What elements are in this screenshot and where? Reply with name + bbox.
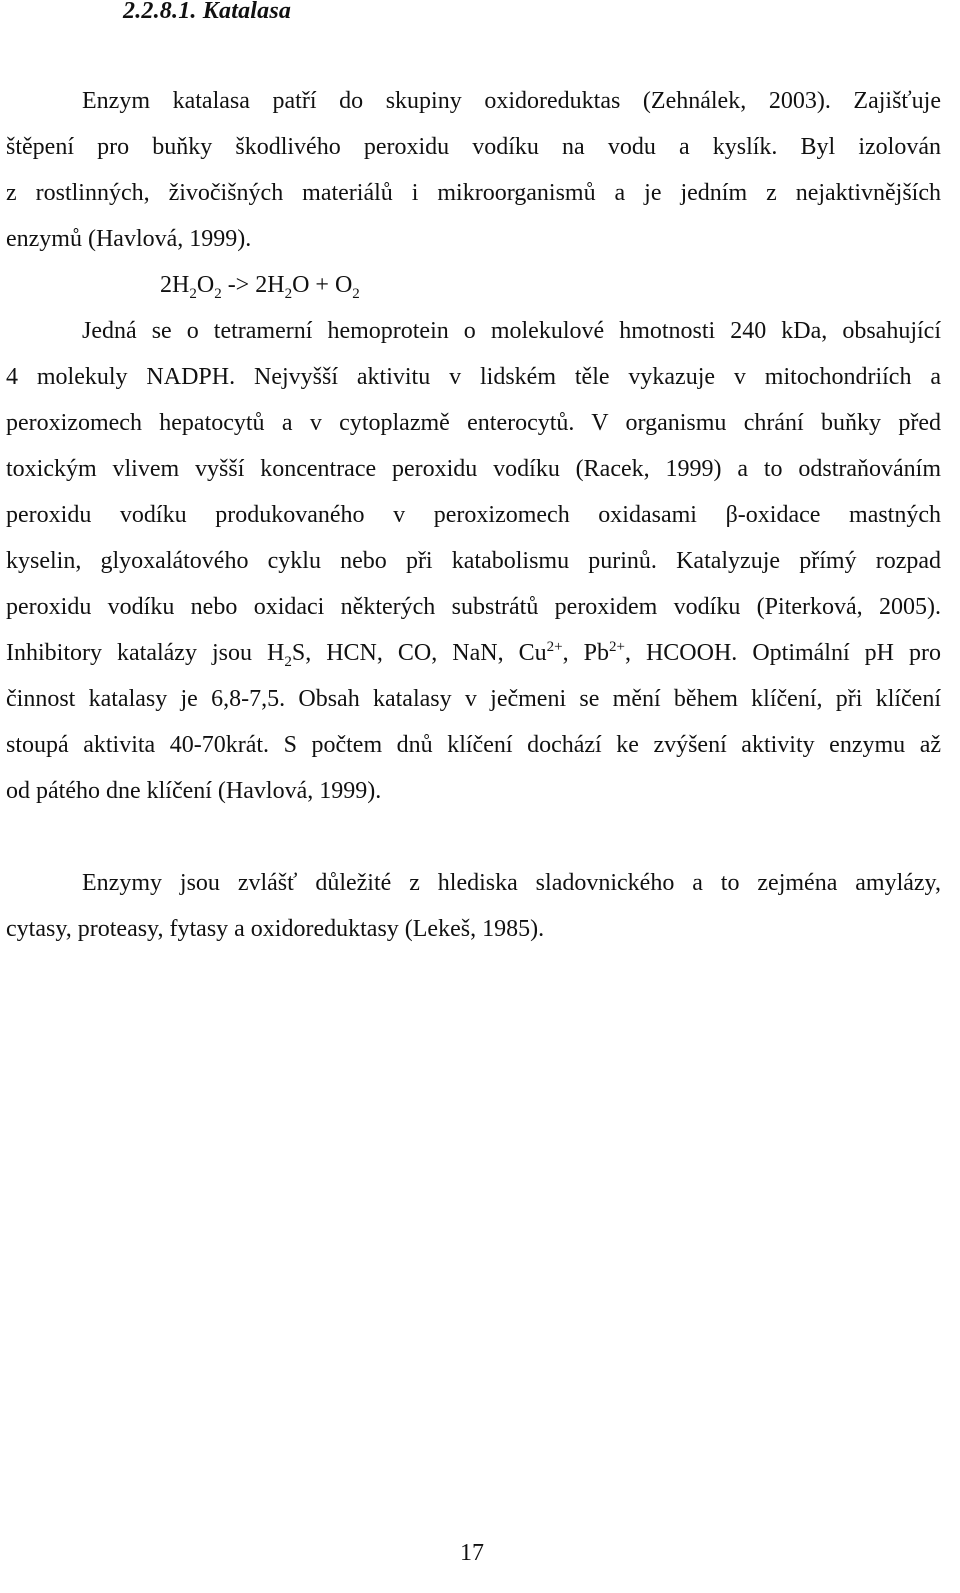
eq-term: 2H [255, 272, 285, 298]
superscript: 2+ [608, 639, 625, 655]
chemical-equation [160, 270, 360, 300]
paragraph-2-line-5: peroxidu vodíku produkovaného v peroxizomech oxidasami β-oxidace mastných [6, 502, 941, 528]
section-heading: 2.2.8.1. Katalasa [123, 0, 292, 24]
superscript: 2+ [546, 639, 563, 655]
paragraph-1-line-2: štěpení pro buňky škodlivého peroxidu vodíku na vodu a kyslík. Byl izolován [6, 134, 941, 160]
eq-term: 2H [160, 272, 190, 298]
page-number: 17 [460, 1540, 484, 1566]
paragraph-2-line-4: toxickým vlivem vyšší koncentrace peroxidu vodíku (Racek, 1999) a to odstraňováním [6, 456, 941, 482]
text-span: Inhibitory katalázy jsou H [6, 640, 285, 666]
paragraph-2-line-6: kyselin, glyoxalátového cyklu nebo při katabolismu purinů. Katalyzuje přímý rozpad [6, 548, 941, 574]
eq-term: O [196, 272, 215, 298]
paragraph-1-line-1: Enzym katalasa patří do skupiny oxidoreduktas (Zehnálek, 2003). Zajišťuje [82, 88, 941, 114]
paragraph-2-line-10: stoupá aktivita 40-70krát. S počtem dnů klíčení dochází ke zvýšení aktivity enzymu až [6, 732, 941, 758]
eq-subscript: 2 [352, 285, 360, 302]
text-span: , HCOOH. Optimální pH pro [624, 640, 942, 666]
eq-term: O [334, 272, 353, 298]
subscript: 2 [284, 653, 292, 670]
paragraph-2-line-7: peroxidu vodíku nebo oxidaci některých substrátů peroxidem vodíku (Piterková, 2005). [6, 594, 941, 620]
eq-subscript: 2 [284, 285, 293, 302]
eq-arrow: -> [221, 272, 256, 298]
paragraph-2-line-2: 4 molekuly NADPH. Nejvyšší aktivitu v lidském těle vykazuje v mitochondriích a [6, 364, 941, 390]
paragraph-2-line-9: činnost katalasy je 6,8-7,5. Obsah katalasy v ječmeni se mění během klíčení, při klíčení [6, 686, 941, 712]
text-span: S, HCN, CO, NaN, Cu [291, 640, 547, 666]
paragraph-2-line-1: Jedná se o tetramerní hemoprotein o molekulové hmotnosti 240 kDa, obsahující [82, 318, 941, 344]
eq-plus: + [309, 272, 335, 298]
paragraph-1-line-3: z rostlinných, živočišných materiálů i mikroorganismů a je jedním z nejaktivnějších [6, 180, 941, 206]
eq-term: O [292, 272, 310, 298]
eq-subscript: 2 [189, 285, 197, 302]
paragraph-3-line-2: cytasy, proteasy, fytasy a oxidoreduktasy (Lekeš, 1985). [6, 916, 545, 942]
paragraph-2-line-8 [6, 638, 941, 668]
eq-subscript: 2 [214, 285, 222, 302]
paragraph-2-line-3: peroxizomech hepatocytů a v cytoplazmě enterocytů. V organismu chrání buňky před [6, 410, 941, 436]
paragraph-3-line-1: Enzymy jsou zvlášť důležité z hlediska sladovnického a to zejména amylázy, [82, 870, 941, 896]
text-span: , Pb [562, 640, 609, 666]
paragraph-2-line-11: od pátého dne klíčení (Havlová, 1999). [6, 778, 382, 804]
paragraph-1-line-4: enzymů (Havlová, 1999). [6, 226, 252, 252]
